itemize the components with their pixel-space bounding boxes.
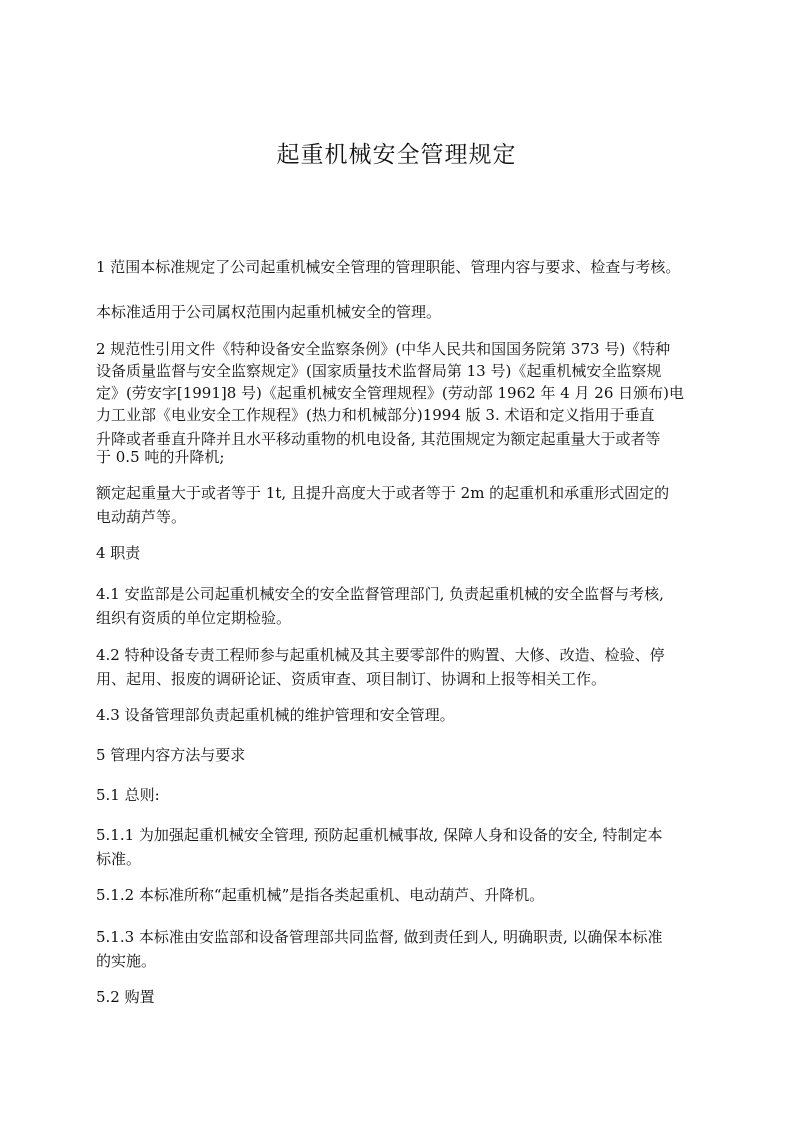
text-line: 用、起用、报废的调研论证、资质审查、项目制订、协调和上报等相关工作。 <box>96 670 607 688</box>
text-line: 5.1.2 本标准所称“起重机械”是指各类起重机、电动葫芦、升降机。 <box>96 886 545 904</box>
text-line: 本标准适用于公司属权范围内起重机械安全的管理。 <box>96 303 442 321</box>
text-line: 5.2 购置 <box>96 988 155 1006</box>
text-line: 4.3 设备管理部负责起重机械的维护管理和安全管理。 <box>96 706 455 724</box>
text-line: 5.1.3 本标准由安监部和设备管理部共同监督, 做到责任到人, 明确职责, 以确保本标准 <box>96 928 663 946</box>
text-line: 4.2 特种设备专责工程师参与起重机械及其主要零部件的购置、大修、改造、检验、停 <box>96 646 665 664</box>
heading-section-5-1 <box>96 784 708 806</box>
text-line: 5 管理内容方法与要求 <box>96 746 246 764</box>
text-line: 于 0.5 吨的升降机; <box>96 448 225 466</box>
text-line: 电动葫芦等。 <box>96 508 187 526</box>
text-line: 1 范围本标准规定了公司起重机械安全管理的管理职能、管理内容与要求、检查与考核。 <box>96 258 681 276</box>
text-line: 5.1 总则: <box>96 786 160 804</box>
text-line: 组织有资质的单位定期检验。 <box>96 609 292 627</box>
paragraph-scope <box>96 256 708 278</box>
paragraph-4-3 <box>96 704 708 726</box>
text-line: 4 职责 <box>96 544 141 562</box>
heading-section-4 <box>96 542 708 564</box>
paragraph-5-1-2 <box>96 884 708 906</box>
text-line: 升降或者垂直升降并且水平移动重物的机电设备, 其范围规定为额定起重量大于或者等 <box>96 430 661 448</box>
document-title: 起重机械安全管理规定 <box>276 142 517 168</box>
paragraph-definition <box>96 482 708 528</box>
paragraph-4-1 <box>96 583 708 629</box>
paragraph-applicability <box>96 301 708 323</box>
text-line: 定》(劳安字[1991]8 号)《起重机械安全管理规程》(劳动部 1962 年 4 月 26 日颁布)电 <box>96 384 685 402</box>
heading-section-5 <box>96 744 708 766</box>
text-line: 4.1 安监部是公司起重机械安全的安全监督管理部门, 负责起重机械的安全监督与考核, <box>96 585 664 603</box>
heading-section-5-2 <box>96 986 708 1008</box>
paragraph-4-2 <box>96 644 708 690</box>
text-line: 设备质量监督与安全监察规定》(国家质量技术监督局第 13 号)《起重机械安全监察规 <box>96 362 662 380</box>
text-line: 2 规范性引用文件《特种设备安全监察条例》(中华人民共和国国务院第 373 号)《特种 <box>96 340 671 358</box>
text-line: 的实施。 <box>96 952 157 970</box>
paragraph-references <box>96 338 708 468</box>
paragraph-5-1-1 <box>96 824 708 870</box>
text-line: 标准。 <box>96 850 142 868</box>
paragraph-5-1-3 <box>96 926 708 972</box>
text-line: 5.1.1 为加强起重机械安全管理, 预防起重机械事故, 保障人身和设备的安全, 特制定本 <box>96 826 663 844</box>
text-line: 力工业部《电业安全工作规程》(热力和机械部分)1994 版 3. 术语和定义指用于垂直 <box>96 406 655 424</box>
text-line: 额定起重量大于或者等于 1t, 且提升高度大于或者等于 2m 的起重机和承重形式固定的 <box>96 484 670 502</box>
